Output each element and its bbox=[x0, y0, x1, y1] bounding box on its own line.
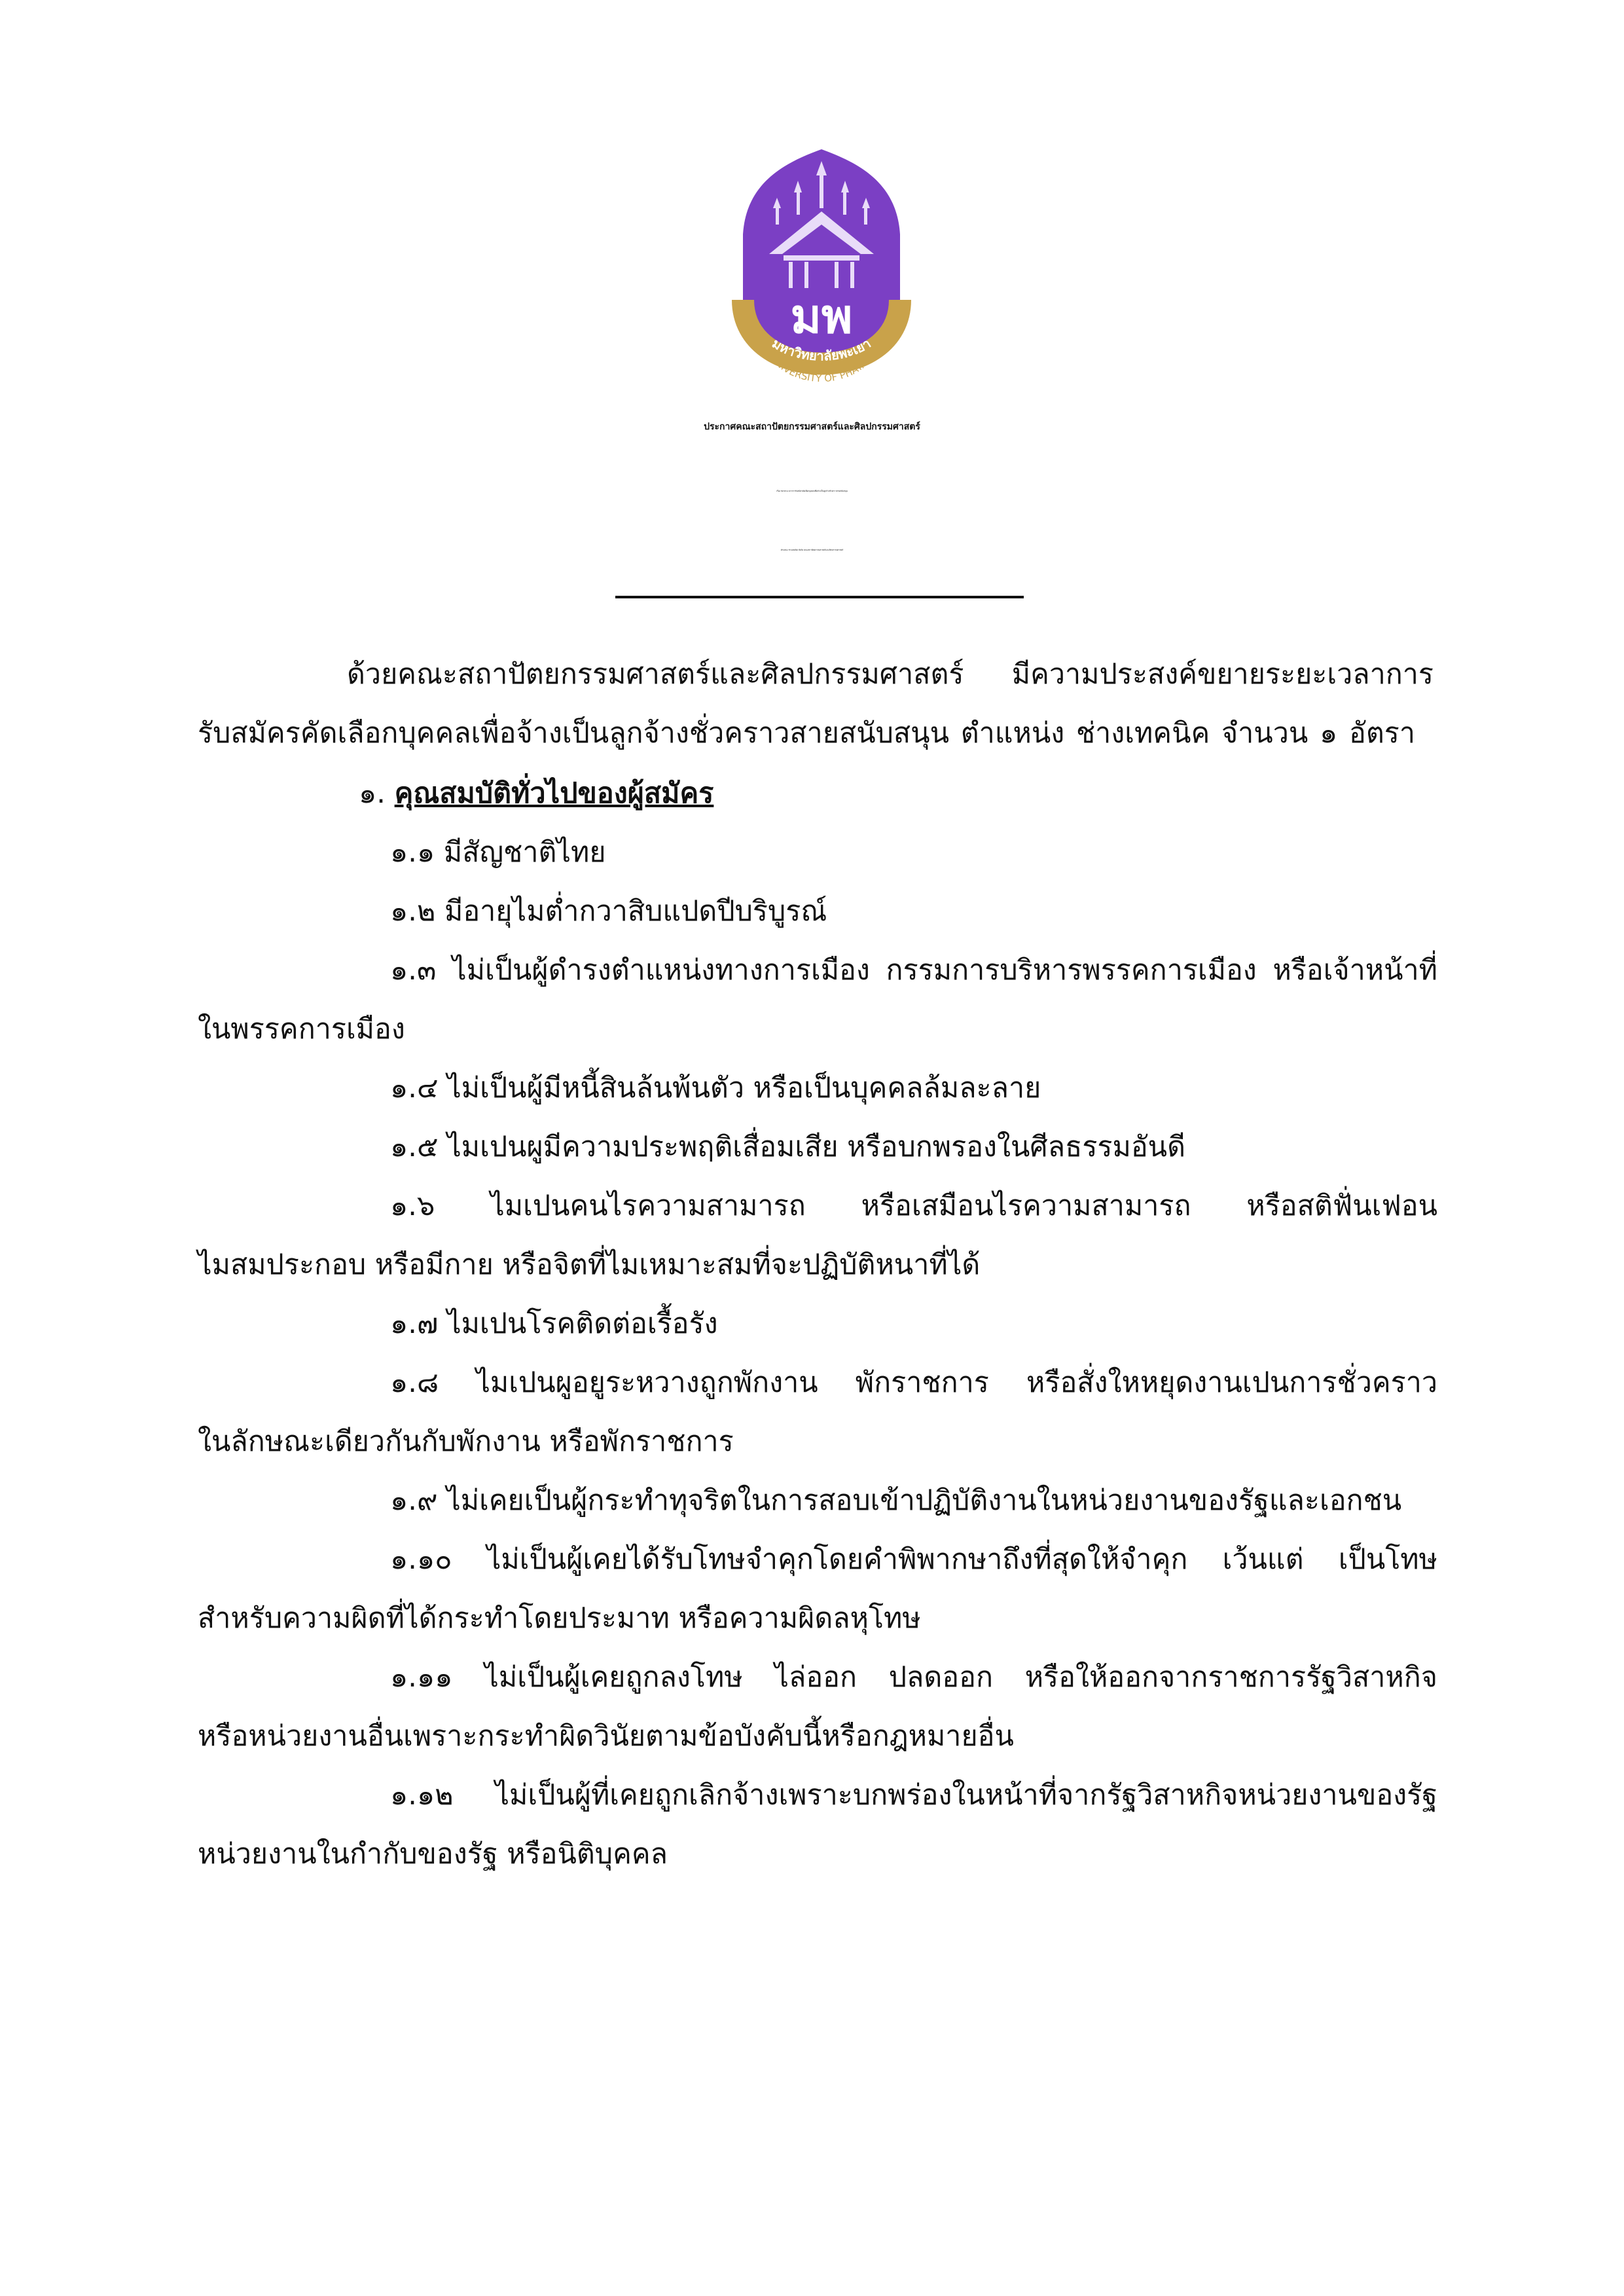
list-item: ๑.๑๒ ไม่เป็นผู้ที่เคยถูกเลิกจ้างเพราะบกพร่องในหน้าที่จากรัฐวิสาหกิจหน่วยงานของรัฐ bbox=[390, 1779, 1437, 1812]
university-crest-logo bbox=[723, 143, 920, 418]
announcement-title: ประกาศคณะสถาปัตยกรรมศาสตร์และศิลปกรรมศาสตร์ bbox=[704, 422, 920, 432]
announcement-position-line: ตำแหน่ง ช่างเทคนิค สังกัด คณะสถาปัตยกรรมศาสตร์และศิลปกรรมศาสตร์ bbox=[780, 549, 844, 551]
list-item-continuation: ในพรรคการเมือง bbox=[198, 1013, 405, 1046]
list-item: ๑.๑๑ ไม่เป็นผู้เคยถูกลงโทษ ไล่ออก ปลดออก หรือให้ออกจากราชการรัฐวิสาหกิจ bbox=[390, 1661, 1437, 1694]
section-1-number: ๑. bbox=[359, 777, 386, 810]
announcement-subject: เรื่อง ขยายระเวลาการรับสมัครคัดเลือกบุคคลเพื่อจ้างเป็นลูกจ้างชั่วคราวสายสนับสนุน bbox=[776, 490, 848, 492]
section-1-title: คุณสมบัติทั่วไปของผู้สมัคร bbox=[394, 777, 714, 810]
list-item-continuation: หรือหน่วยงานอื่นเพราะกระทำผิดวินัยตามข้อบังคับนี้หรือกฎหมายอื่น bbox=[198, 1720, 1014, 1753]
list-item-continuation: ในลักษณะเดียวกันกับพักงาน หรือพักราชการ bbox=[198, 1425, 734, 1458]
intro-line-2: รับสมัครคัดเลือกบุคคลเพื่อจ้างเป็นลูกจ้างชั่วคราวสายสนับสนุน ตำแหน่ง ช่างเทคนิค จำนวน ๑ อัตรา bbox=[198, 717, 1415, 750]
list-item: ๑.๔ ไม่เป็นผู้มีหนี้สินล้นพ้นตัว หรือเป็นบุคคลล้มละลาย bbox=[390, 1072, 1041, 1104]
list-item: ๑.๕ ไมเปนผูมีความประพฤติเสื่อมเสีย หรือบกพรองในศีลธรรมอันดี bbox=[390, 1131, 1186, 1163]
list-item: ๑.๗ ไมเปนโรคติดต่อเรื้อรัง bbox=[390, 1307, 718, 1340]
crest-thai-name: มหาวิทยาลัยพะเยา bbox=[769, 335, 874, 364]
crest-english-name: UNIVERSITY OF PHAYAO bbox=[768, 352, 875, 385]
list-item: ๑.๘ ไมเปนผูอยูระหวางถูกพักงาน พักราชการ หรือสั่งใหหยุดงานเปนการชั่วคราว bbox=[390, 1366, 1437, 1399]
list-item-continuation: หน่วยงานในกำกับของรัฐ หรือนิติบุคคล bbox=[198, 1838, 668, 1870]
crest-monogram: มพ bbox=[790, 289, 853, 344]
intro-line-1: ด้วยคณะสถาปัตยกรรมศาสตร์และศิลปกรรมศาสตร์ มีความประสงค์ขยายระยะเวลาการ bbox=[347, 658, 1434, 691]
list-item: ๑.๙ ไม่เคยเป็นผู้กระทำทุจริตในการสอบเข้าปฏิบัติงานในหน่วยงานของรัฐและเอกชน bbox=[390, 1484, 1402, 1517]
list-item-continuation: ไมสมประกอบ หรือมีกาย หรือจิตที่ไมเหมาะสมที่จะปฏิบัติหนาที่ได้ bbox=[198, 1248, 981, 1281]
list-item-continuation: สำหรับความผิดที่ได้กระทำโดยประมาท หรือความผิดลหุโทษ bbox=[198, 1602, 921, 1635]
list-item: ๑.๑๐ ไม่เป็นผู้เคยได้รับโทษจำคุกโดยคำพิพากษาถึงที่สุดให้จำคุก เว้นแต่ เป็นโทษ bbox=[390, 1543, 1437, 1576]
list-item: ๑.๒ มีอายุไมต่ำกวาสิบแปดปีบริบูรณ์ bbox=[390, 895, 827, 928]
list-item: ๑.๓ ไม่เป็นผู้ดำรงตำแหน่งทางการเมือง กรรมการบริหารพรรคการเมือง หรือเจ้าหน้าที่ bbox=[390, 954, 1437, 987]
list-item: ๑.๑ มีสัญชาติไทย bbox=[390, 836, 606, 869]
section-1-heading bbox=[359, 767, 713, 820]
list-item: ๑.๖ ไมเปนคนไรความสามารถ หรือเสมือนไรความสามารถ หรือสติฟั่นเฟอน bbox=[390, 1190, 1437, 1222]
header-divider bbox=[615, 596, 1024, 598]
